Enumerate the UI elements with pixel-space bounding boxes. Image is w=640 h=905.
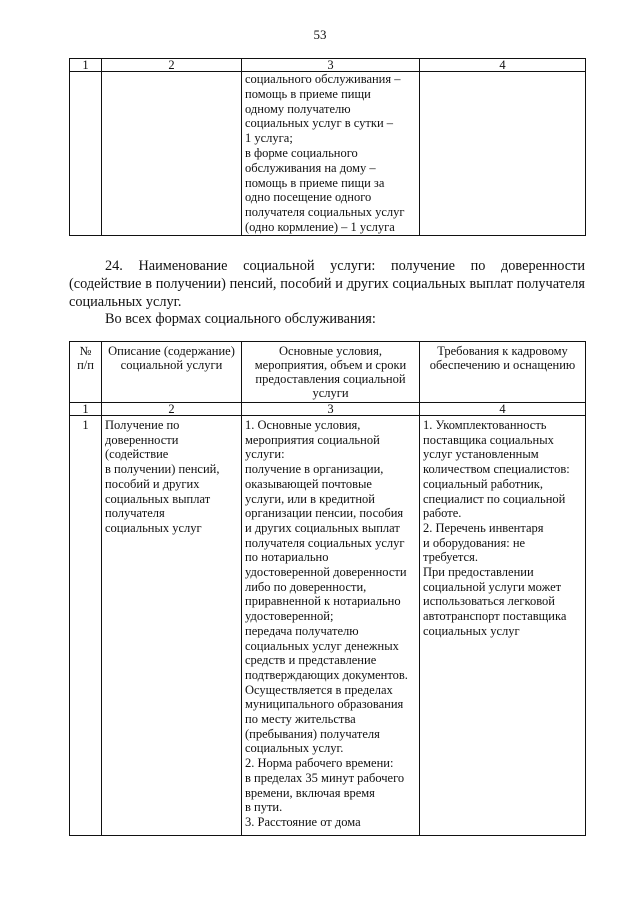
text-line: услуги: (245, 447, 285, 462)
text-line: услуги, или в кредитной (245, 491, 375, 506)
text-line: обслуживания на дому – (245, 160, 376, 175)
text-line: организации пенсии, пособия (245, 506, 404, 521)
text-line: При предоставлении (423, 565, 534, 580)
text-line: 1. Укомплектованность (423, 418, 547, 432)
text-line: удостоверенной доверенности (245, 565, 407, 580)
column-number-cell: 2 (102, 403, 242, 416)
column-header-requirements: Требования к кадровому обеспечению и оснащению (420, 342, 586, 403)
column-number-cell: 3 (242, 403, 420, 416)
continuation-cell-2 (102, 72, 242, 236)
text-line: (одно кормление) – 1 услуга (245, 219, 395, 234)
continuation-header-cell: 1 (70, 59, 102, 72)
text-line: специалист по социальной (423, 491, 566, 506)
text-line: либо по доверенности, (245, 579, 367, 594)
text-line: в получении) пенсий, (105, 462, 220, 477)
text-line: (пребывания) получателя (245, 726, 380, 741)
column-header-description: Описание (содержание) социальной услуги (102, 342, 242, 403)
page-number: 53 (313, 27, 327, 42)
continuation-cell-4 (420, 72, 586, 236)
text-line: одно посещение одного (245, 190, 372, 205)
column-number-row (70, 403, 586, 416)
text-line: муниципального образования (245, 697, 404, 712)
text-line: социальных выплат (105, 491, 211, 506)
text-line: помощь в приеме пищи (245, 86, 371, 101)
text-line: получателя (105, 506, 165, 521)
text-line: по месту жительства (245, 712, 356, 727)
text-line: социальный работник, (423, 476, 543, 491)
text-line: 2. Перечень инвентаря (423, 520, 544, 535)
text-line: использоваться легковой (423, 594, 555, 609)
text-line: получателя социальных услуг (245, 205, 405, 220)
continuation-header-cell: 2 (102, 59, 242, 72)
text-line: по нотариально (245, 550, 329, 565)
text-line: социальных услуг денежных (245, 638, 399, 653)
text-line: подтверждающих документов. (245, 667, 408, 682)
service-forms-paragraph: Во всех формах социального обслуживания: (105, 311, 376, 327)
description-cell (102, 416, 242, 836)
service-table (69, 341, 586, 836)
text-line: помощь в приеме пищи за (245, 175, 385, 190)
text-line: поставщика социальных (423, 432, 554, 447)
column-number-cell: 4 (420, 403, 586, 416)
continuation-cell-3 (242, 72, 420, 236)
text-line: услуг установленным (423, 447, 539, 462)
text-line: приравненной к нотариально (245, 594, 401, 609)
text-line: времени, включая время (245, 785, 375, 800)
text-line: удостоверенной; (245, 609, 334, 624)
text-line: социальных услуг (423, 623, 520, 638)
text-line: автотранспорт поставщика (423, 609, 567, 624)
text-line: 1 услуга; (245, 131, 293, 146)
text-line: социального обслуживания – (245, 72, 401, 86)
text-line: социальной услуги может (423, 579, 562, 594)
text-line: социальных услуг. (245, 741, 344, 756)
text-line: получение в организации, (245, 462, 384, 477)
column-header-number: № п/п (70, 342, 102, 403)
column-number-cell: 1 (70, 403, 102, 416)
continuation-data-row (70, 72, 586, 236)
text-line: Получение по (105, 418, 180, 432)
text-line: в форме социального (245, 145, 358, 160)
text-line: в пределах 35 минут рабочего (245, 770, 405, 785)
continuation-table (69, 58, 586, 236)
text-line: количеством специалистов: (423, 462, 570, 477)
text-line: 1. Основные условия, (245, 418, 361, 432)
text-line: Осуществляется в пределах (245, 682, 393, 697)
continuation-cell-1 (70, 72, 102, 236)
row-number-cell: 1 (70, 416, 102, 836)
column-header-conditions: Основные условия, мероприятия, объем и сроки предоставления социальной услуги (242, 342, 420, 403)
text-line: 3. Расстояние от дома (245, 814, 361, 829)
continuation-header-row (70, 59, 586, 72)
text-line: доверенности (105, 432, 179, 447)
text-line: социальных услуг в сутки – (245, 116, 394, 131)
text-line: требуется. (423, 550, 478, 565)
text-line: мероприятия социальной (245, 432, 380, 447)
text-line: получателя социальных услуг (245, 535, 405, 550)
text-line: средств и представление (245, 653, 377, 668)
text-line: и других социальных выплат (245, 520, 400, 535)
text-line: (содействие (105, 447, 169, 462)
text-line: в пути. (245, 800, 283, 815)
text-line: одному получателю (245, 101, 351, 116)
text-line: работе. (423, 506, 462, 521)
service-title-paragraph: 24. Наименование социальной услуги: получение по доверенности (содействие в получении) пенсий, пособий и других социальных выплат получателя социальных услуг. (69, 258, 585, 310)
text-line: социальных услуг (105, 520, 202, 535)
text-line: передача получателю (245, 623, 359, 638)
continuation-header-cell: 4 (420, 59, 586, 72)
conditions-cell (242, 416, 420, 836)
continuation-header-cell: 3 (242, 59, 420, 72)
text-line: оказывающей почтовые (245, 476, 372, 491)
table-row (70, 416, 586, 836)
text-line: пособий и других (105, 476, 200, 491)
text-line: 2. Норма рабочего времени: (245, 756, 394, 771)
column-header-row (70, 342, 586, 403)
requirements-cell (420, 416, 586, 836)
text-line: и оборудования: не (423, 535, 526, 550)
